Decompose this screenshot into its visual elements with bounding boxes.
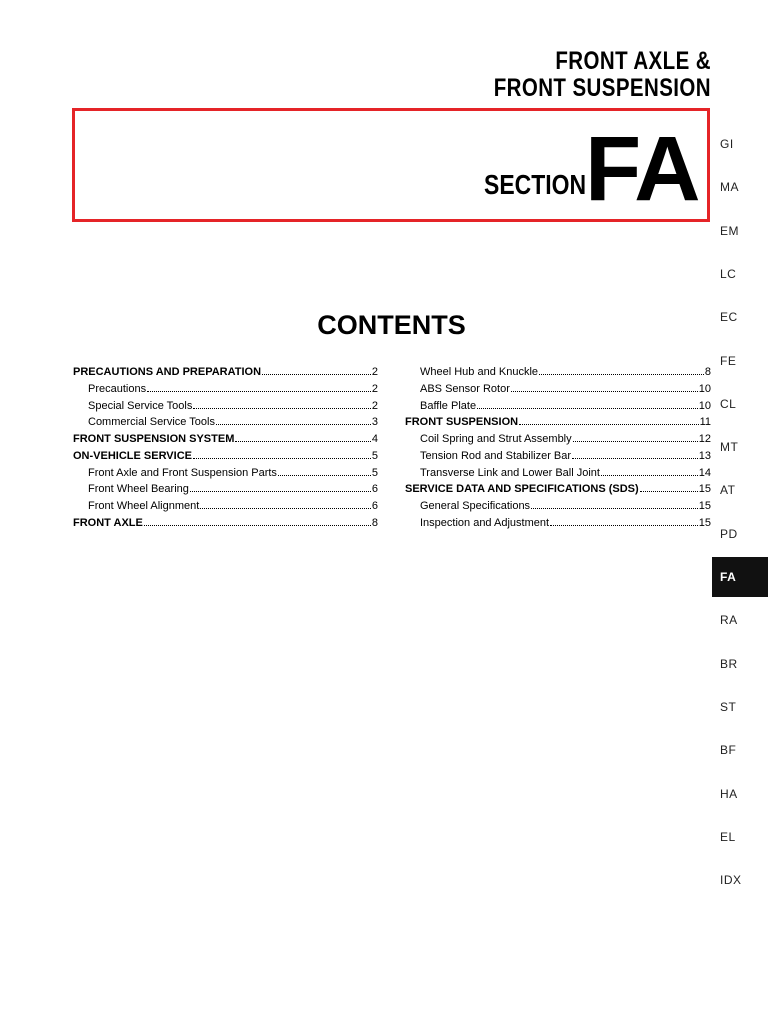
toc-entry[interactable] bbox=[73, 515, 378, 532]
toc-entry[interactable] bbox=[405, 381, 711, 398]
section-tab-gi[interactable]: GI bbox=[720, 137, 734, 151]
toc-leader-dots bbox=[550, 525, 698, 526]
toc-entry[interactable] bbox=[405, 498, 711, 515]
toc-entry[interactable] bbox=[73, 498, 378, 515]
toc-entry[interactable] bbox=[405, 465, 711, 482]
toc-leader-dots bbox=[531, 508, 698, 509]
toc-entry-label: Front Wheel Bearing bbox=[88, 483, 189, 496]
toc-entry-label: Front Wheel Alignment bbox=[88, 500, 200, 512]
toc-page-number: 2 bbox=[371, 399, 378, 412]
toc-entry[interactable] bbox=[73, 465, 378, 482]
toc-entry[interactable] bbox=[73, 381, 378, 398]
toc-entry-label: FRONT SUSPENSION bbox=[405, 416, 519, 429]
toc-entry-label: Coil Spring and Strut Assembly bbox=[420, 433, 572, 445]
toc-leader-dots bbox=[477, 408, 698, 409]
toc-entry-label: Commercial Service Tools bbox=[88, 416, 215, 429]
toc-entry-label: Front Axle and Front Suspension Parts bbox=[88, 466, 277, 479]
section-tab-ma[interactable]: MA bbox=[720, 180, 739, 195]
toc-leader-dots bbox=[193, 458, 371, 459]
toc-entry[interactable] bbox=[405, 398, 711, 415]
toc-page-number: 13 bbox=[698, 449, 711, 462]
section-tab-bf[interactable]: BF bbox=[720, 743, 737, 758]
section-tab-lc[interactable]: LC bbox=[720, 266, 737, 281]
toc-leader-dots bbox=[235, 441, 371, 442]
toc-page-number: 2 bbox=[371, 366, 378, 378]
toc-page-number: 3 bbox=[371, 416, 378, 429]
section-code: FA bbox=[585, 118, 699, 220]
contents-heading: CONTENTS bbox=[317, 310, 466, 340]
toc-leader-dots bbox=[200, 508, 371, 509]
toc-page-number: 10 bbox=[698, 382, 711, 395]
section-tab-fa[interactable]: FA bbox=[712, 557, 768, 597]
toc-entry[interactable] bbox=[405, 481, 711, 498]
section-tab-pd[interactable]: PD bbox=[720, 526, 738, 541]
toc-entry[interactable] bbox=[73, 448, 378, 465]
toc-page-number: 6 bbox=[371, 483, 378, 496]
section-tab-fe[interactable]: FE bbox=[720, 353, 737, 368]
toc-leader-dots bbox=[640, 491, 698, 492]
page-title bbox=[494, 48, 711, 102]
toc-leader-dots bbox=[144, 525, 371, 526]
toc-leader-dots bbox=[572, 458, 698, 459]
section-tab-em[interactable]: EM bbox=[720, 223, 739, 238]
toc-page-number: 14 bbox=[698, 466, 711, 479]
toc-entry-label: Precautions bbox=[88, 382, 147, 395]
toc-entry[interactable] bbox=[405, 414, 711, 431]
toc-entry[interactable] bbox=[405, 448, 711, 465]
toc-page-number: 12 bbox=[698, 433, 711, 445]
toc-page-number: 8 bbox=[371, 516, 378, 529]
toc-entry-label: FRONT AXLE bbox=[73, 516, 143, 529]
toc-entry[interactable] bbox=[73, 398, 378, 415]
toc-leader-dots bbox=[519, 424, 699, 425]
toc-entry-label: Baffle Plate bbox=[420, 399, 477, 412]
section-tab-at[interactable]: AT bbox=[720, 483, 736, 498]
toc-leader-dots bbox=[511, 391, 698, 392]
toc-page-number: 5 bbox=[371, 449, 378, 462]
toc-page-number: 15 bbox=[698, 500, 711, 512]
toc-entry-label: ON-VEHICLE SERVICE bbox=[73, 449, 192, 462]
toc-entry-label: Tension Rod and Stabilizer Bar bbox=[420, 449, 572, 462]
section-tab-cl[interactable]: CL bbox=[720, 396, 737, 411]
toc-page-number: 8 bbox=[704, 366, 711, 378]
toc-leader-dots bbox=[539, 374, 704, 375]
section-tab-mt[interactable]: MT bbox=[720, 440, 739, 455]
section-tab-br[interactable]: BR bbox=[720, 656, 738, 671]
section-tab-idx[interactable]: IDX bbox=[720, 873, 742, 888]
title-line-2: FRONT SUSPENSION bbox=[493, 74, 711, 102]
toc-entry[interactable] bbox=[405, 515, 711, 532]
toc-entry-label: General Specifications bbox=[420, 500, 531, 512]
toc-entry[interactable] bbox=[73, 364, 378, 381]
toc-leader-dots bbox=[190, 491, 371, 492]
toc-leader-dots bbox=[278, 475, 371, 476]
toc-leader-dots bbox=[147, 391, 371, 392]
toc-entry-label: SERVICE DATA AND SPECIFICATIONS (SDS) bbox=[405, 483, 639, 496]
toc-entry-label: PRECAUTIONS AND PREPARATION bbox=[73, 366, 262, 378]
toc-page-number: 6 bbox=[371, 500, 378, 512]
section-tab-el[interactable]: EL bbox=[720, 829, 736, 844]
title-line-1: FRONT AXLE & bbox=[555, 47, 711, 75]
toc-entry[interactable] bbox=[405, 431, 711, 448]
section-tab-st[interactable]: ST bbox=[720, 699, 737, 714]
toc-page-number: 2 bbox=[371, 382, 378, 395]
toc-page-number: 15 bbox=[698, 516, 711, 529]
section-label: SECTION bbox=[484, 169, 587, 200]
toc-right-column bbox=[405, 364, 711, 532]
toc-entry[interactable] bbox=[73, 431, 378, 448]
toc-leader-dots bbox=[601, 475, 698, 476]
toc-entry-label: FRONT SUSPENSION SYSTEM bbox=[73, 433, 235, 445]
toc-page-number: 15 bbox=[698, 483, 711, 496]
toc-entry-label: Inspection and Adjustment bbox=[420, 516, 550, 529]
toc-page-number: 5 bbox=[371, 466, 378, 479]
toc-page-number: 4 bbox=[371, 433, 378, 445]
toc-entry-label: Transverse Link and Lower Ball Joint bbox=[420, 466, 600, 479]
section-box bbox=[72, 108, 710, 222]
toc-entry-label: ABS Sensor Rotor bbox=[420, 382, 510, 395]
toc-leader-dots bbox=[193, 408, 371, 409]
toc-left-column bbox=[73, 364, 378, 532]
section-tab-ra[interactable]: RA bbox=[720, 613, 738, 628]
toc-entry[interactable] bbox=[73, 414, 378, 431]
toc-entry[interactable] bbox=[73, 481, 378, 498]
toc-entry-label: Special Service Tools bbox=[88, 399, 193, 412]
toc-leader-dots bbox=[216, 424, 371, 425]
toc-page-number: 11 bbox=[699, 416, 711, 429]
toc-entry[interactable] bbox=[405, 364, 711, 381]
toc-page-number: 10 bbox=[698, 399, 711, 412]
toc-leader-dots bbox=[573, 441, 698, 442]
section-tab-ha[interactable]: HA bbox=[720, 786, 738, 801]
section-tab-ec[interactable]: EC bbox=[720, 310, 738, 325]
toc-leader-dots bbox=[262, 374, 371, 375]
toc-entry-label: Wheel Hub and Knuckle bbox=[420, 366, 539, 378]
